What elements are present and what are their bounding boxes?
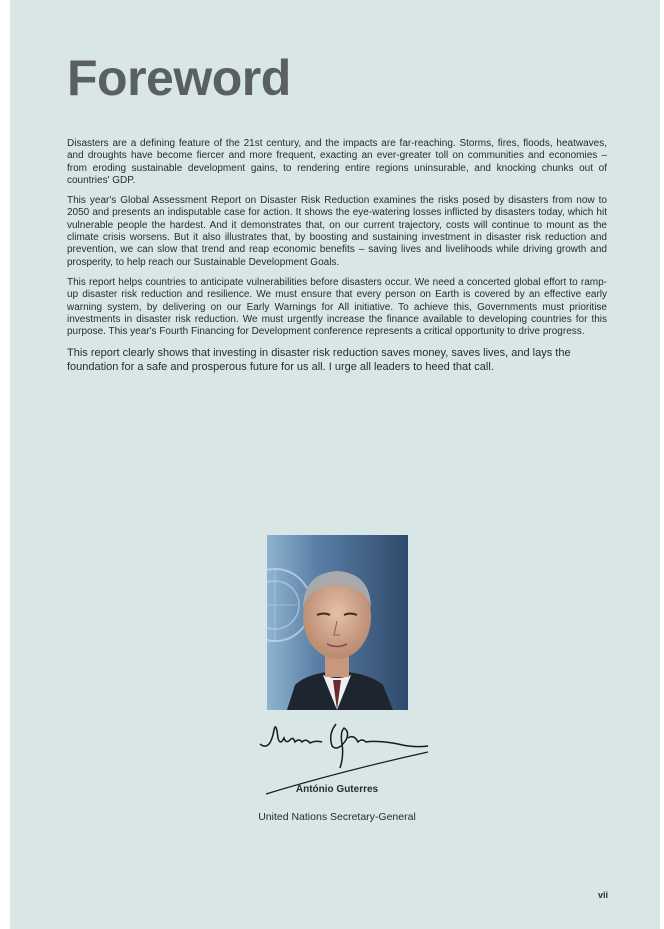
- portrait-photo: [267, 535, 408, 710]
- paragraph-4: This report clearly shows that investing in disaster risk reduction saves money, saves lives, and lays the foundation for a safe and prosperous future for us all. I urge all leaders to heed that call.: [67, 347, 571, 374]
- paragraph-2: This year's Global Assessment Report on Disaster Risk Reduction examines the risks posed by disasters from now to 2050 and presents an indisputable case for action. It shows the eye-watering losses inflicted by disasters today, which hit vulnerable people the hardest. And it demonstrates that, on our current trajectory, costs will continue to mount as the climate crisis worsens. But it also illustrates that, by boosting and sustaining investment in disaster risk reduction and prevention, we can slow that trend and reap economic benefits – saving lives and livelihoods while driving growth and prosperity, to help reach our Sustainable Development Goals.: [67, 195, 607, 268]
- paragraph-1: Disasters are a defining feature of the 21st century, and the impacts are far-reaching. Storms, fires, floods, heatwaves, and droughts have become fiercer and more frequent, exacting an ever-greater toll on communities and economies – from eroding sustainable development gains, to rendering entire regions uninsurable, and knocking chunks out of countries' GDP.: [67, 138, 607, 186]
- page-number: vii: [597, 890, 608, 900]
- paragraph-3: This report helps countries to anticipate vulnerabilities before disasters occur. We need a concerted global effort to ramp-up disaster risk reduction and resilience. We must ensure that every person on Earth is covered by an effective early warning system, by delivering on our Early Warnings for All initiative. To achieve this, Governments must prioritise investments in disaster risk reduction. We must urgently increase the finance available to developing countries for this purpose. This year's Fourth Financing for Development conference represents a critical opportunity to drive progress.: [67, 276, 607, 338]
- signatory-name: António Guterres: [295, 784, 379, 795]
- foreword-body: [67, 138, 607, 382]
- page-title: Foreword: [67, 50, 291, 106]
- signatory-role: United Nations Secretary-General: [258, 811, 416, 823]
